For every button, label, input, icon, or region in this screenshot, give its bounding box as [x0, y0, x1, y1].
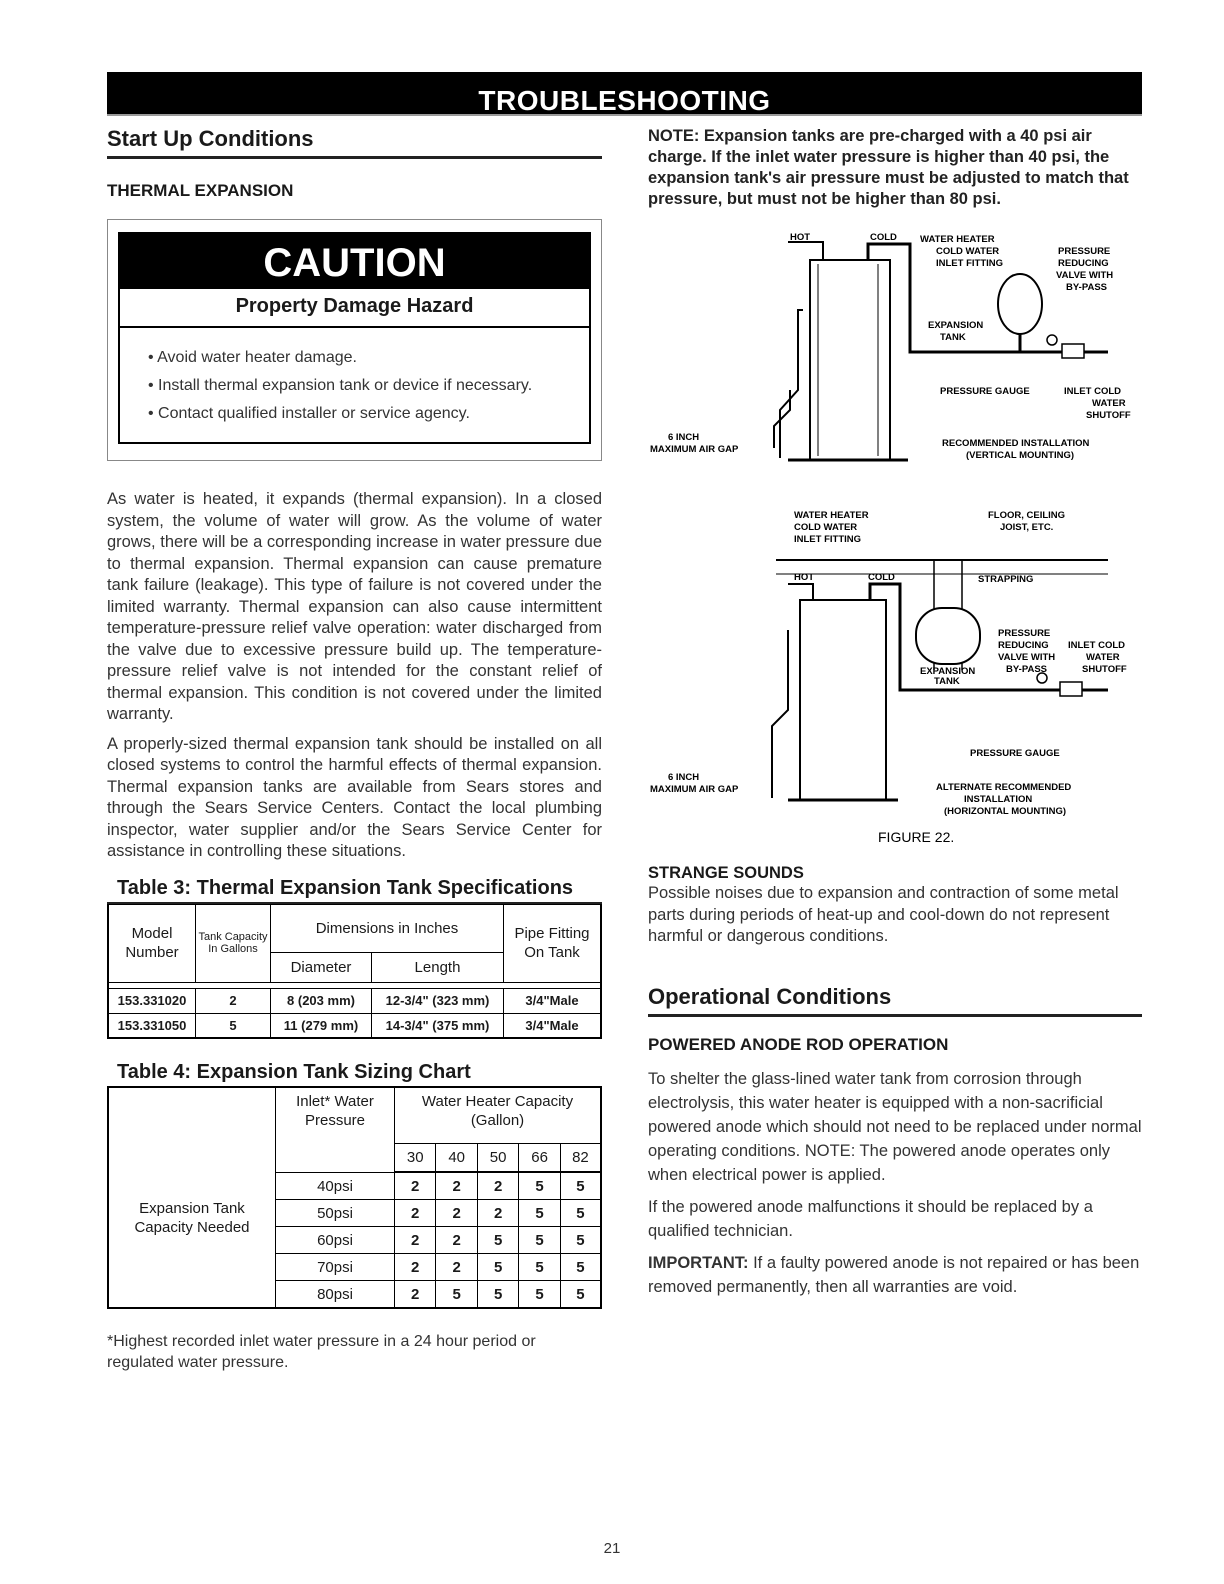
start-up-conditions-title: Start Up Conditions	[107, 126, 602, 159]
fig2-label: INLET COLD	[1068, 640, 1125, 651]
caution-item: • Contact qualified installer or service agency.	[148, 400, 589, 428]
thermal-expansion-heading: THERMAL EXPANSION	[107, 181, 294, 200]
t4-gallon-header: 30	[395, 1144, 436, 1172]
thermal-expansion-paragraph-2: A properly-sized thermal expansion tank should be installed on all closed systems to control the harmful effects of thermal expansion. Thermal expansion tanks are available from Sears stores and through the Sears Service Centers. Contact the local plumbing inspector, water supplier and/or the Sears Service Center for assistance in controlling these situations.	[107, 734, 602, 860]
fig1-label: PRESSURE	[1058, 246, 1111, 257]
table-3	[107, 877, 602, 1040]
t4-value-cell: 2	[436, 1172, 477, 1199]
fig2-label: COLD	[868, 572, 895, 583]
fig2-label: 6 INCH	[668, 772, 700, 783]
powered-anode-paragraph-2: If the powered anode malfunctions it should be replaced by a qualified technician.	[648, 1197, 1093, 1240]
t4-value-cell: 5	[478, 1253, 519, 1280]
operational-conditions-title: Operational Conditions	[648, 984, 1142, 1017]
important-label: IMPORTANT:	[648, 1253, 749, 1272]
expansion-tank-shape-2	[916, 608, 980, 664]
prv-valve-shape	[1062, 344, 1084, 358]
t3-cell: 3/4"Male	[504, 988, 602, 1013]
caution-title: CAUTION	[120, 234, 589, 289]
t4-side-label: Expansion Tank Capacity Needed	[109, 1088, 276, 1307]
fig2-label: STRAPPING	[978, 574, 1034, 585]
fig1-label: REDUCING	[1058, 258, 1109, 269]
water-heater-tank-2	[800, 600, 886, 800]
table-3-grid	[107, 904, 602, 1040]
caution-inner	[118, 232, 591, 444]
left-column	[107, 126, 602, 1373]
t4-header-capacity: Water Heater Capacity (Gallon)	[395, 1088, 600, 1144]
expansion-tank-note: NOTE: Expansion tanks are pre-charged with a 40 psi air charge. If the inlet water pressure is higher than 40 psi, the expansion tank's air pressure must be adjusted to match that pressure, but must not be higher than 80 psi.	[648, 127, 1129, 208]
t4-value-cell: 5	[561, 1172, 600, 1199]
fig2-label: JOIST, ETC.	[1000, 522, 1054, 533]
t3-header-capacity: Tank Capacity In Gallons	[196, 904, 271, 982]
figure-22-caption: FIGURE 22.	[878, 829, 955, 845]
caution-item: • Avoid water heater damage.	[148, 344, 589, 372]
t4-value-cell: 2	[436, 1199, 477, 1226]
banner-rule	[107, 114, 1142, 116]
table-row	[108, 988, 601, 1013]
fig2-label: FLOOR, CEILING	[988, 510, 1066, 521]
fig2-label: EXPANSION	[920, 666, 976, 677]
t3-cell: 153.331050	[108, 1013, 196, 1038]
t4-value-cell: 2	[478, 1172, 519, 1199]
strange-sounds-section	[648, 864, 1142, 948]
t3-cell: 11 (279 mm)	[271, 1013, 372, 1038]
fig1-label: BY-PASS	[1066, 282, 1108, 293]
fig1-label: (VERTICAL MOUNTING)	[966, 450, 1075, 461]
t3-header-pipe: Pipe Fitting On Tank	[504, 904, 602, 982]
table-4	[107, 1061, 602, 1309]
important-text: If a faulty powered anode is not repaired or has been removed permanently, then all warranties are void.	[648, 1253, 1140, 1296]
t4-value-cell: 5	[561, 1280, 600, 1307]
t4-value-cell: 5	[519, 1172, 560, 1199]
fig2-label: WATER HEATER	[794, 510, 869, 521]
t4-value-cell: 5	[519, 1226, 560, 1253]
table-4-title: Table 4: Expansion Tank Sizing Chart	[117, 1061, 471, 1083]
t3-cell: 14-3/4" (375 mm)	[372, 1013, 504, 1038]
fig1-label: WATER HEATER	[920, 234, 995, 245]
fig1-label: TANK	[940, 332, 966, 343]
fig2-label: WATER	[1086, 652, 1120, 663]
t4-psi-cell: 70psi	[276, 1253, 395, 1280]
t4-value-cell: 5	[561, 1226, 600, 1253]
t4-value-cell: 2	[395, 1199, 436, 1226]
t3-header-dimensions: Dimensions in Inches	[271, 904, 504, 952]
figure-horizontal-mounting	[648, 510, 1142, 850]
fig1-label: VALVE WITH	[1056, 270, 1114, 281]
fig1-label: MAXIMUM AIR GAP	[650, 444, 739, 455]
t4-value-cell: 2	[395, 1253, 436, 1280]
fig2-label: BY-PASS	[1006, 664, 1048, 675]
t3-header-diameter: Diameter	[271, 952, 372, 982]
fig1-label: INLET FITTING	[936, 258, 1004, 269]
t4-value-cell: 2	[395, 1226, 436, 1253]
fig1-label: SHUTOFF	[1086, 410, 1131, 421]
fig1-label: INLET COLD	[1064, 386, 1121, 397]
fig2-label: (HORIZONTAL MOUNTING)	[944, 806, 1067, 817]
t4-psi-cell: 50psi	[276, 1199, 395, 1226]
caution-list	[120, 328, 589, 442]
caution-subtitle: Property Damage Hazard	[120, 289, 589, 328]
t3-cell: 12-3/4" (323 mm)	[372, 988, 504, 1013]
t4-gallon-header: 50	[478, 1144, 519, 1172]
fig2-label: INLET FITTING	[794, 534, 862, 545]
powered-anode-heading: POWERED ANODE ROD OPERATION	[648, 1034, 949, 1054]
fig2-label: HOT	[794, 572, 815, 583]
fig2-label: TANK	[934, 676, 960, 687]
fig1-label: PRESSURE GAUGE	[940, 386, 1030, 397]
t4-psi-cell: 40psi	[276, 1172, 395, 1199]
t4-value-cell: 2	[395, 1172, 436, 1199]
t4-value-cell: 2	[436, 1226, 477, 1253]
t4-psi-cell: 60psi	[276, 1226, 395, 1253]
caution-item: • Install thermal expansion tank or device if necessary.	[148, 372, 589, 400]
t4-value-cell: 5	[519, 1199, 560, 1226]
t3-header-model: Model Number	[108, 904, 196, 982]
fig2-label: INSTALLATION	[964, 794, 1033, 805]
fig2-label: REDUCING	[998, 640, 1049, 651]
fig2-label: PRESSURE GAUGE	[970, 748, 1060, 759]
fig1-label: EXPANSION	[928, 320, 984, 331]
table-row	[108, 1013, 601, 1038]
fig1-label: RECOMMENDED INSTALLATION	[942, 438, 1090, 449]
t4-value-cell: 5	[561, 1253, 600, 1280]
fig2-label: SHUTOFF	[1082, 664, 1127, 675]
fig1-label: COLD WATER	[936, 246, 1000, 257]
t3-cell: 8 (203 mm)	[271, 988, 372, 1013]
fig2-label: MAXIMUM AIR GAP	[650, 784, 739, 795]
table-4-footnote: *Highest recorded inlet water pressure in a 24 hour period or regulated water pressure.	[107, 1333, 536, 1371]
fig1-label: WATER	[1092, 398, 1126, 409]
fig2-label: VALVE WITH	[998, 652, 1056, 663]
expansion-tank-shape	[998, 274, 1042, 334]
t3-cell: 3/4"Male	[504, 1013, 602, 1038]
powered-anode-paragraph-1: To shelter the glass-lined water tank from corrosion through electrolysis, this water heater is equipped with a non-sacrificial powered anode which should not need to be replaced under normal operating conditions. NOTE: The powered anode operates only when electrical power is applied.	[648, 1069, 1142, 1184]
table-4-grid	[107, 1086, 602, 1309]
strange-sounds-heading: STRANGE SOUNDS	[648, 864, 804, 882]
page-number: 21	[603, 1540, 621, 1557]
right-column	[648, 126, 1142, 1307]
fig1-label: COLD	[870, 232, 897, 243]
fig2-label: COLD WATER	[794, 522, 858, 533]
thermal-expansion-paragraph-1: As water is heated, it expands (thermal expansion). In a closed system, the volume of water will grow. As the volume of water grows, there will be a corresponding increase in water pressure due to thermal expansion. Thermal expansion can cause premature tank failure (leakage). This type of failure is not covered under the limited warranty. Thermal expansion can also cause intermittent temperature-pressure relief valve operation: water discharged from the valve due to excessive pressure build up. The temperature-pressure relief valve is not intended for the constant relief of thermal expansion. This condition is not covered under the limited warranty.	[107, 490, 602, 723]
t3-cell: 2	[196, 988, 271, 1013]
table-3-title: Table 3: Thermal Expansion Tank Specifications	[107, 877, 602, 904]
important-paragraph	[648, 1251, 1142, 1299]
t4-value-cell: 5	[478, 1280, 519, 1307]
t4-gallon-header: 82	[561, 1144, 600, 1172]
t4-gallon-header: 40	[436, 1144, 477, 1172]
t4-value-cell: 5	[561, 1199, 600, 1226]
strange-sounds-text: Possible noises due to expansion and contraction of some metal parts during periods of heat-up and cool-down do not represent harmful or dangerous conditions.	[648, 884, 1119, 945]
t3-cell: 5	[196, 1013, 271, 1038]
t4-value-cell: 2	[436, 1253, 477, 1280]
t3-cell: 153.331020	[108, 988, 196, 1013]
t4-psi-cell: 80psi	[276, 1280, 395, 1307]
caution-box	[107, 219, 602, 461]
fig2-label: PRESSURE	[998, 628, 1051, 639]
t4-value-cell: 2	[395, 1280, 436, 1307]
t3-header-length: Length	[372, 952, 504, 982]
figure-vertical-mounting	[648, 230, 1142, 490]
fig2-label: ALTERNATE RECOMMENDED	[936, 782, 1072, 793]
t4-header-inlet: Inlet* Water Pressure	[276, 1088, 395, 1172]
t4-value-cell: 5	[519, 1280, 560, 1307]
t4-value-cell: 5	[478, 1226, 519, 1253]
fig1-label: 6 INCH	[668, 432, 700, 443]
t4-value-cell: 5	[519, 1253, 560, 1280]
t4-value-cell: 2	[478, 1199, 519, 1226]
fig1-label: HOT	[790, 232, 811, 243]
t4-gallon-header: 66	[519, 1144, 560, 1172]
page-banner: TROUBLESHOOTING	[107, 72, 1142, 114]
t4-value-cell: 5	[436, 1280, 477, 1307]
